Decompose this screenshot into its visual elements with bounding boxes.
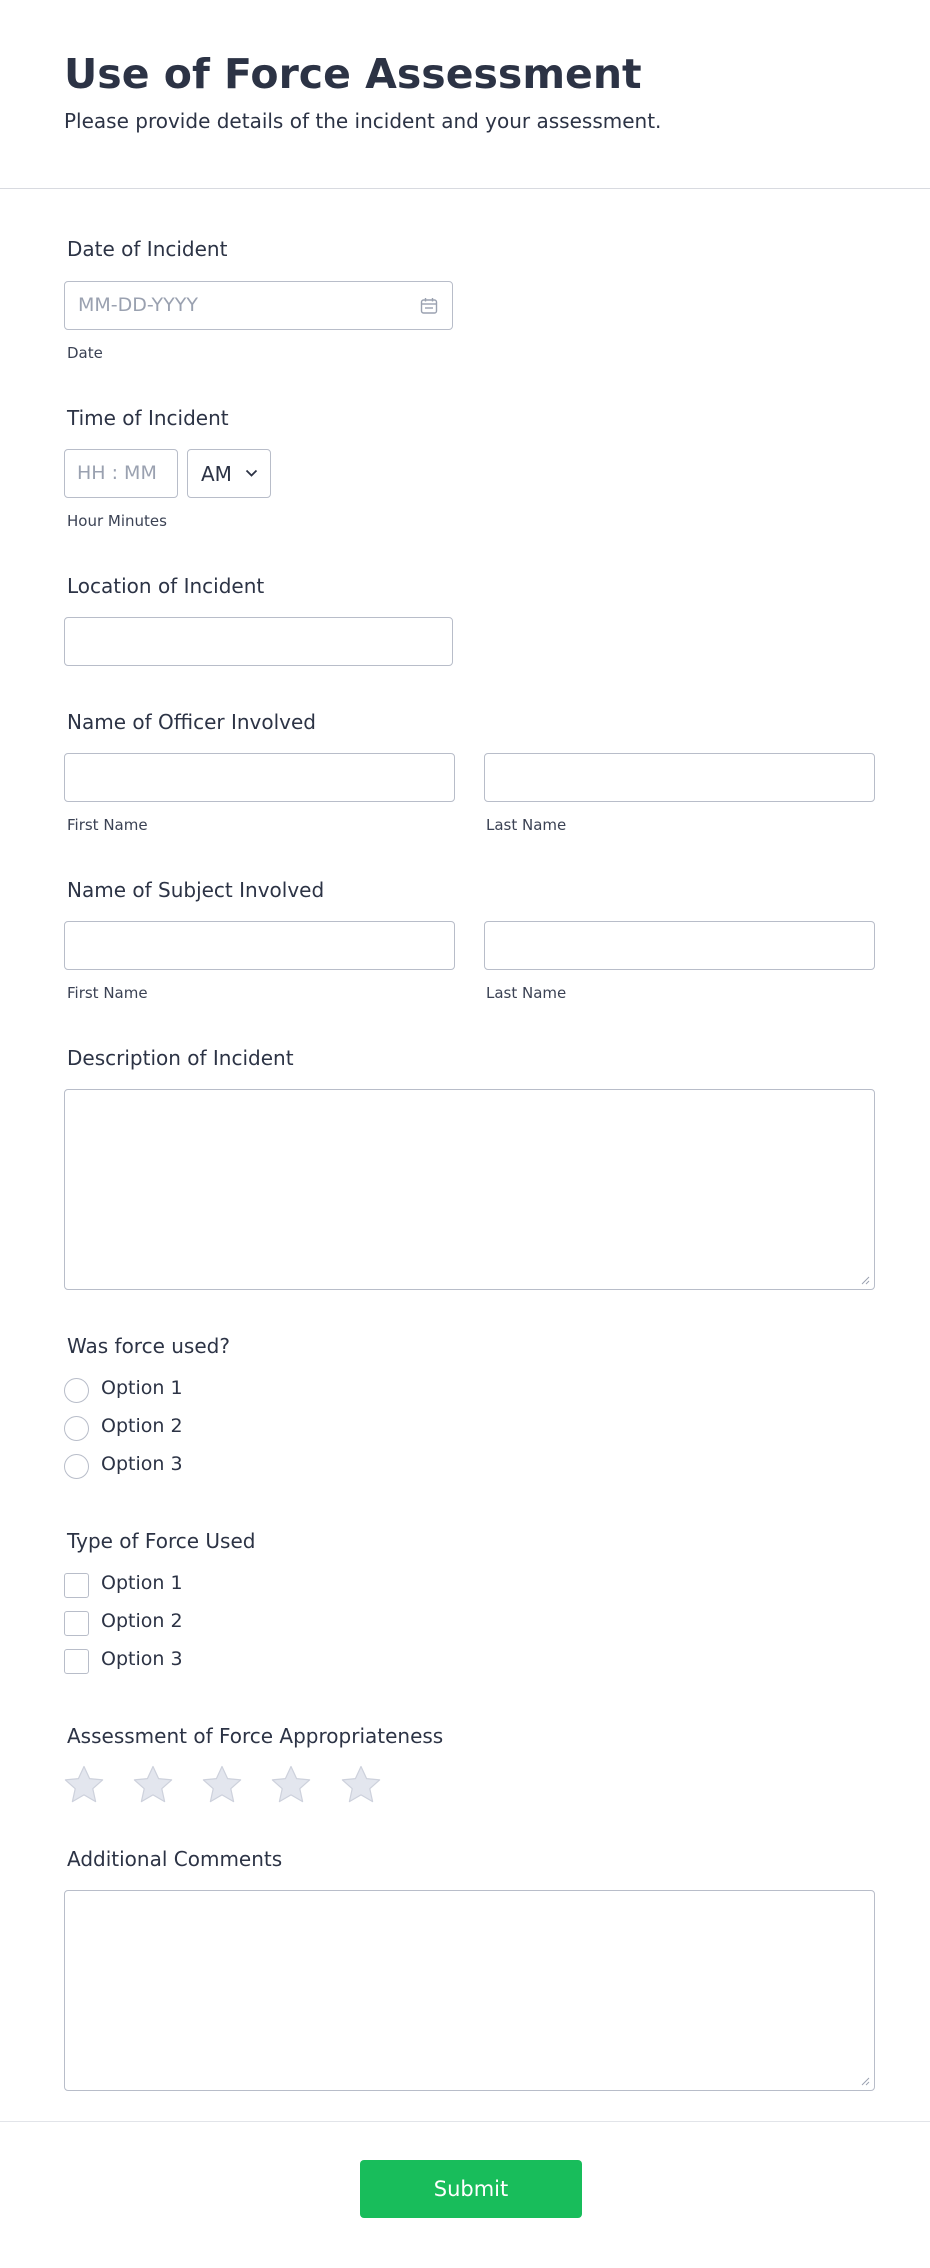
force-type-checkbox-3[interactable] xyxy=(64,1649,89,1674)
date-input[interactable] xyxy=(64,281,453,330)
date-sublabel: Date xyxy=(67,344,103,362)
time-input[interactable] xyxy=(64,449,178,498)
form-header xyxy=(0,0,930,189)
description-label: Description of Incident xyxy=(67,1046,294,1070)
date-placeholder: MM-DD-YYYY xyxy=(78,294,198,316)
star-icon[interactable] xyxy=(132,1764,174,1806)
officer-first-name-input[interactable] xyxy=(64,753,455,802)
subject-last-name-input[interactable] xyxy=(484,921,875,970)
location-label: Location of Incident xyxy=(67,574,265,598)
ampm-value: AM xyxy=(201,462,232,486)
calendar-icon[interactable] xyxy=(420,297,438,315)
resize-handle-icon[interactable] xyxy=(861,2077,870,2086)
force-used-option-3-label[interactable]: Option 3 xyxy=(101,1453,183,1475)
star-icon[interactable] xyxy=(63,1764,105,1806)
force-used-label: Was force used? xyxy=(67,1334,230,1358)
star-icon[interactable] xyxy=(340,1764,382,1806)
force-type-option-3-label[interactable]: Option 3 xyxy=(101,1648,183,1670)
force-used-radio-1[interactable] xyxy=(64,1378,89,1403)
force-type-option-2-label[interactable]: Option 2 xyxy=(101,1610,183,1632)
date-label: Date of Incident xyxy=(67,237,228,261)
force-used-radio-2[interactable] xyxy=(64,1416,89,1441)
page-title: Use of Force Assessment xyxy=(64,50,642,98)
force-used-option-1-label[interactable]: Option 1 xyxy=(101,1377,183,1399)
force-type-label: Type of Force Used xyxy=(67,1529,256,1553)
rating-label: Assessment of Force Appropriateness xyxy=(67,1724,444,1748)
subject-name-label: Name of Subject Involved xyxy=(67,878,325,902)
ampm-select[interactable] xyxy=(187,449,271,498)
force-type-checkbox-1[interactable] xyxy=(64,1573,89,1598)
star-icon[interactable] xyxy=(270,1764,312,1806)
force-used-option-2-label[interactable]: Option 2 xyxy=(101,1415,183,1437)
footer-divider xyxy=(0,2121,930,2122)
subject-first-name-input[interactable] xyxy=(64,921,455,970)
officer-last-name-input[interactable] xyxy=(484,753,875,802)
page-subtitle: Please provide details of the incident and your assessment. xyxy=(64,109,662,133)
chevron-down-icon xyxy=(245,469,258,478)
resize-handle-icon[interactable] xyxy=(861,1276,870,1285)
subject-first-name-sublabel: First Name xyxy=(67,984,148,1002)
force-type-option-1-label[interactable]: Option 1 xyxy=(101,1572,183,1594)
officer-last-name-sublabel: Last Name xyxy=(486,816,567,834)
comments-textarea[interactable] xyxy=(64,1890,875,2091)
star-icon[interactable] xyxy=(201,1764,243,1806)
description-textarea[interactable] xyxy=(64,1089,875,1290)
officer-name-label: Name of Officer Involved xyxy=(67,710,316,734)
force-used-radio-3[interactable] xyxy=(64,1454,89,1479)
time-placeholder: HH : MM xyxy=(77,462,157,484)
force-type-checkbox-2[interactable] xyxy=(64,1611,89,1636)
location-input[interactable] xyxy=(64,617,453,666)
time-sublabel: Hour Minutes xyxy=(67,512,167,530)
officer-first-name-sublabel: First Name xyxy=(67,816,148,834)
time-label: Time of Incident xyxy=(67,406,229,430)
submit-button[interactable]: Submit xyxy=(360,2160,582,2218)
subject-last-name-sublabel: Last Name xyxy=(486,984,567,1002)
comments-label: Additional Comments xyxy=(67,1847,283,1871)
